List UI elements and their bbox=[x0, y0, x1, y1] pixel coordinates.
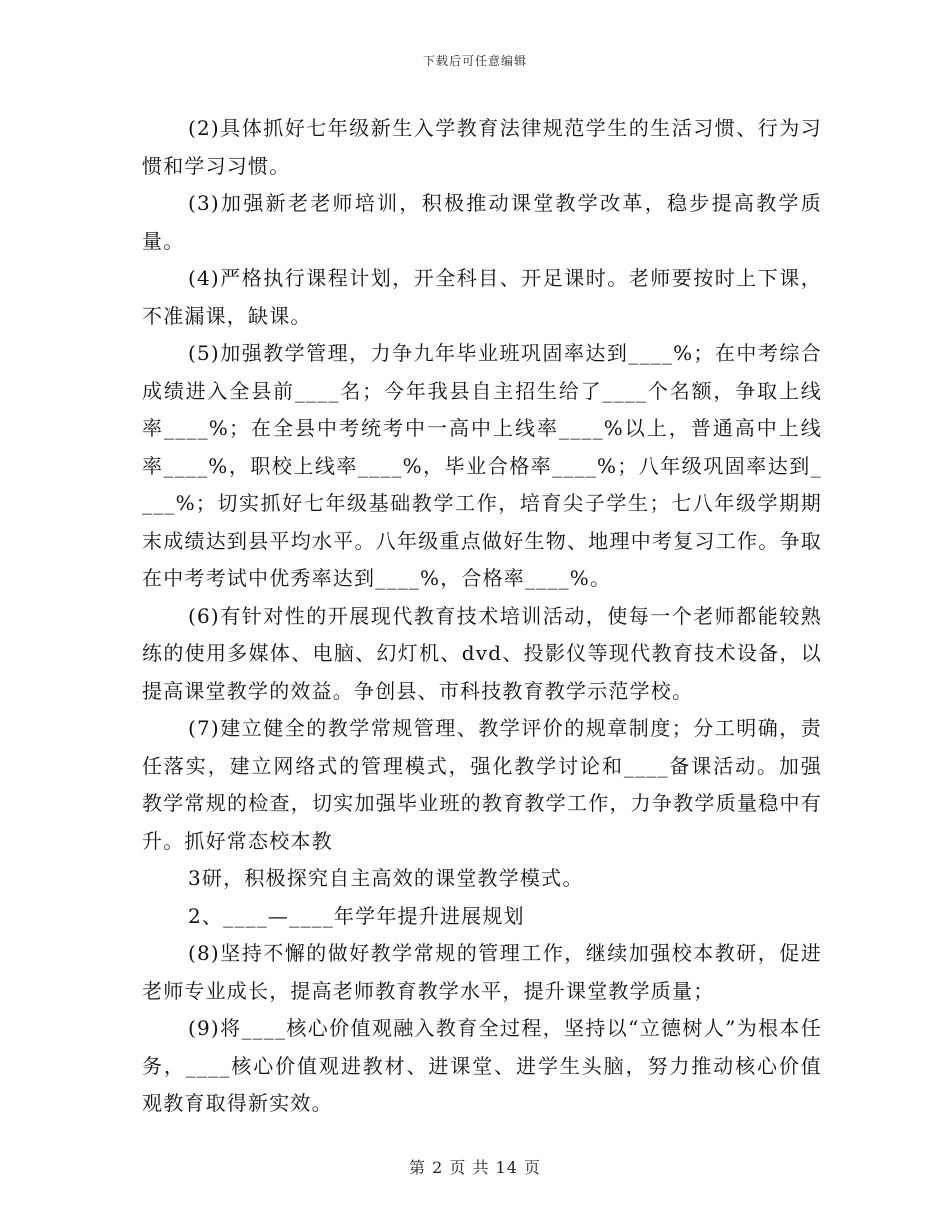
section-heading: 2、____—____年学年提升进展规划 bbox=[188, 903, 525, 928]
header-note: 下载后可任意编辑 bbox=[422, 54, 527, 68]
paragraph-continuation: 3研，积极探究自主高效的课堂教学模式。 bbox=[188, 866, 584, 890]
page-number: 第 2 页 共 14 页 bbox=[409, 1158, 541, 1177]
paragraph-item-6: (6)有针对性的开展现代教育技术培训活动，使每一个老师都能较熟练的使用多媒体、电脑、幻灯机、dvd、投影仪等现代教育技术设备，以提高课堂教学的效益。争创县、市科技教育教学示范学校。 bbox=[142, 603, 822, 703]
paragraph-item-8: (8)坚持不懈的做好教学常规的管理工作，继续加强校本教研，促进老师专业成长，提高老师教育教学水平，提升课堂教学质量； bbox=[142, 941, 822, 1003]
document-body bbox=[142, 110, 822, 1123]
paragraph-item-3: (3)加强新老老师培训，积极推动课堂教学改革，稳步提高教学质量。 bbox=[142, 191, 822, 253]
paragraph-item-2: (2)具体抓好七年级新生入学教育法律规范学生的生活习惯、行为习惯和学习习惯。 bbox=[142, 116, 822, 178]
paragraph-item-9: (9)将____核心价值观融入教育全过程，坚持以“立德树人”为根本任务，____核心价值观进教材、进课堂、进学生头脑，努力推动核心价值观教育取得新实效。 bbox=[142, 1016, 822, 1115]
paragraph-item-7: (7)建立健全的教学常规管理、教学评价的规章制度；分工明确，责任落实，建立网络式的管理模式，强化教学讨论和____备课活动。加强教学常规的检查，切实加强毕业班的教育教学工作，力争教学质量稳中有升。抓好常态校本教 bbox=[142, 716, 822, 853]
paragraph-item-5: (5)加强教学管理，力争九年毕业班巩固率达到____%；在中考综合成绩进入全县前____名；今年我县自主招生给了____个名额，争取上线率____%；在全县中考统考中一高中上线率____%以上，普通高中上线率____%，职校上线率____%，毕业合格率____%；八年级巩固率达到____%；切实抓好七年级基础教学工作，培育尖子学生；七八年级学期期末成绩达到县平均水平。八年级重点做好生物、地理中考复习工作。争取在中考考试中优秀率达到____%，合格率____%。 bbox=[142, 341, 822, 590]
paragraph-item-4: (4)严格执行课程计划，开全科目、开足课时。老师要按时上下课，不准漏课，缺课。 bbox=[142, 266, 822, 328]
